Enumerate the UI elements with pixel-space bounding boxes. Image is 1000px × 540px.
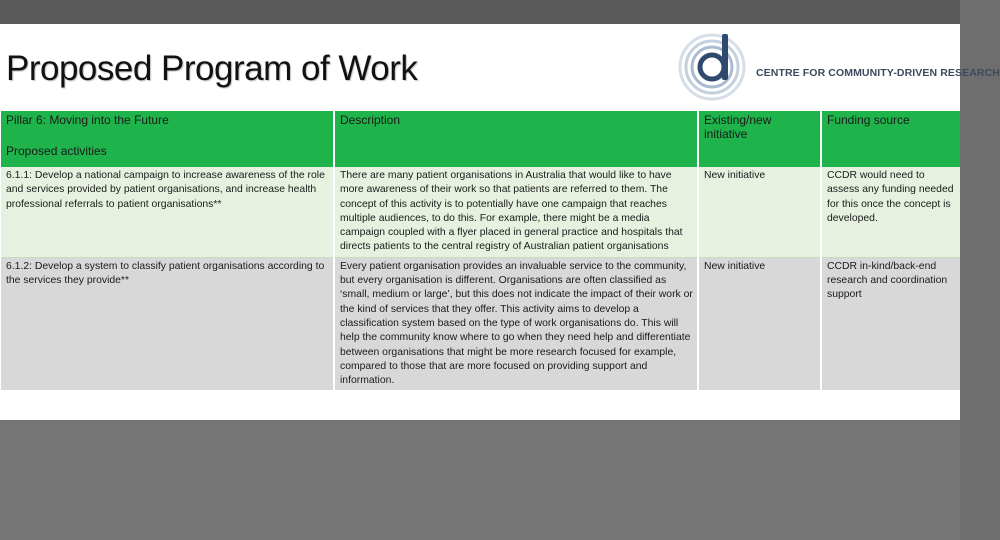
initiative-cell: New initiative xyxy=(698,257,821,390)
header-initiative: Existing/new initiative xyxy=(698,111,821,167)
header-funding: Funding source xyxy=(821,111,960,167)
funding-cell: CCDR in-kind/back-end research and coordination support xyxy=(821,257,960,390)
pillar-label: Pillar 6: Moving into the Future xyxy=(6,113,169,127)
header-description: Description xyxy=(334,111,698,167)
table-row xyxy=(1,257,960,390)
top-frame-bar xyxy=(0,0,960,24)
activity-cell: 6.1.2: Develop a system to classify patient organisations according to the services they provide** xyxy=(1,257,334,390)
description-cell: There are many patient organisations in Australia that would like to have more awareness of their work so that patients are referred to them. The concept of this activity is to potentially have one campaign that reaches multiple audiences, to do this. For example, there might be a media campaign coupled with a flyer placed in general practice and hospitals that directs patients to the central registry of Australian patient organisations xyxy=(334,167,698,257)
table-row xyxy=(1,167,960,257)
table-header-row xyxy=(1,111,960,167)
page-title: Proposed Program of Work xyxy=(6,49,418,88)
activities-label: Proposed activities xyxy=(6,144,107,158)
organisation-logo xyxy=(678,30,1000,102)
description-cell: Every patient organisation provides an invaluable service to the community, but every organisation is different. Organisations are often classified as ‘small, medium or large’, but this does not indicate the impact of their work or the kind of services that they offer. This activity aims to develop a classification system based on the type of work organisations do. This will help the community know where to go when they need help and differentiate between organisations that might be more research focused for example, compared to those that are more focused on providing support and information. xyxy=(334,257,698,390)
cccdr-d-logo-icon xyxy=(678,30,750,102)
slide xyxy=(0,24,1000,420)
funding-cell: CCDR would need to assess any funding needed for this once the concept is developed. xyxy=(821,167,960,257)
activity-cell: 6.1.1: Develop a national campaign to increase awareness of the role and services provided by patient organisations, and increase health professional referrals to patient organisations** xyxy=(1,167,334,257)
program-table xyxy=(1,111,960,390)
header-pillar xyxy=(1,111,334,167)
initiative-cell: New initiative xyxy=(698,167,821,257)
logo-text: CENTRE FOR COMMUNITY-DRIVEN RESEARCH xyxy=(756,67,1000,79)
bottom-frame-bar xyxy=(0,420,960,540)
